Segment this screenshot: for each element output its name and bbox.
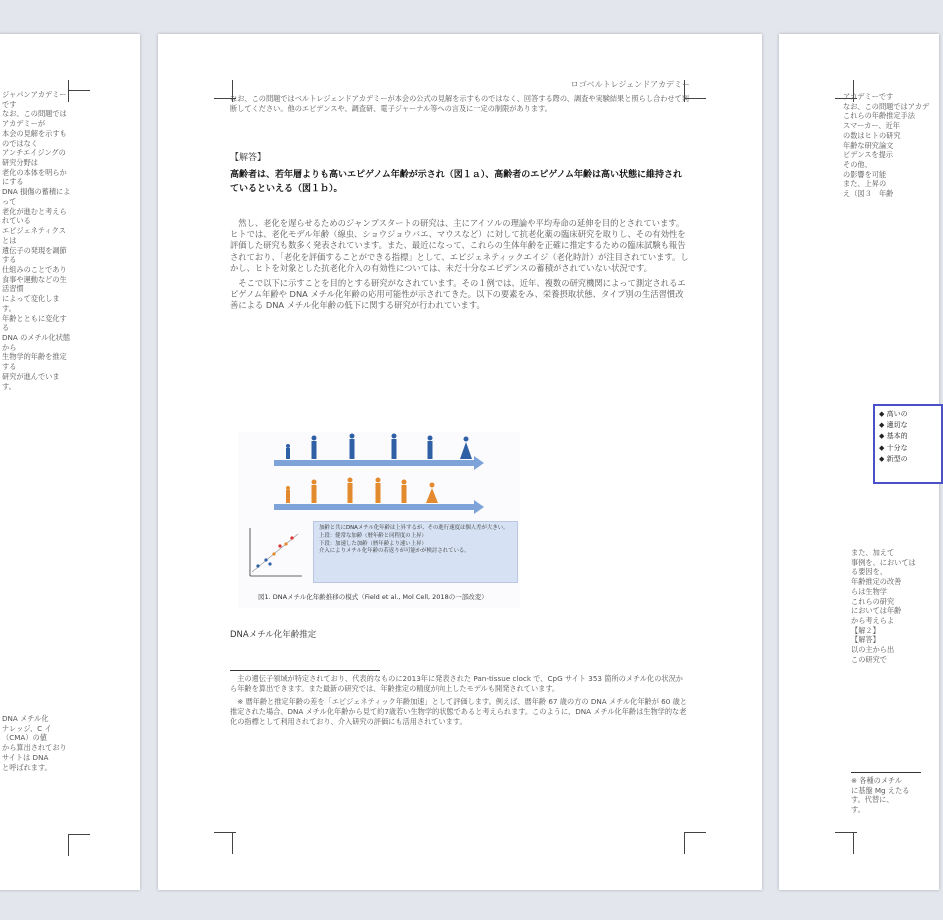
right-page-lower-text: [851, 548, 939, 665]
right-page-footnote-line: ※ 各種のメチル: [851, 776, 903, 785]
person-icons-orange: [286, 478, 438, 504]
right-page-line: から考えらよ: [851, 616, 895, 626]
right-page-line: 【解答】: [851, 635, 880, 645]
right-page-line: その他、: [843, 160, 872, 170]
right-page-line: ビデンスを提示: [843, 150, 893, 160]
figure-epigenetic-age: [238, 432, 520, 608]
left-page-line: なお、この問題ではアカデミーが: [2, 109, 67, 129]
right-page-line: 年齢推定の改善: [851, 577, 902, 587]
figure-note-line: 下段：加速した加齢（暦年齢より速い上昇）: [319, 540, 427, 547]
left-page-text: [2, 90, 72, 391]
left-page-line: 遺伝子の発現を調節する: [2, 245, 67, 265]
right-page-line: また、上昇の: [843, 179, 887, 189]
footnote-rule: [230, 670, 380, 671]
left-page-line: から算出されており: [2, 743, 67, 753]
left-page-line: ナレッジ、C イ: [2, 723, 52, 733]
intro-note: なお、この問題ではベルトレジェンドアカデミーが本会の公式の見解を示すものではなく、回答する際の、調査や実験結果と照らし合わせて判断してください。他のエビデンスや、調査研、電子ジャーナル等への言及に一定の制限があります。: [230, 94, 689, 113]
right-page-line: なお、この問題ではアカデ: [843, 101, 930, 111]
timeline-bar-top: [274, 460, 474, 466]
checklist-item: ◆ 高いの: [879, 410, 908, 418]
footnote: ※ 暦年齢と推定年齢の差を「エピジェネティック年齢加速」として評価します。例えば、暦年齢 67 歳の方の DNA メチル化年齢が 60 歳と推定された場合、DNA メチル化年齢から見て約7歳若い生物学的状態であると考えられます。このように、DNA メチル化年齢は生物学的な老化の指標として利用されており、介入研究の評価にも活用されています。: [230, 697, 687, 726]
right-page-footnote-line: す。代替に、: [851, 795, 894, 805]
left-page-line: 老化の本体を明らかにする: [2, 167, 67, 187]
figure-inset-scatter: [244, 524, 306, 582]
right-page-line: 【解２】: [851, 625, 880, 635]
footnote-rule: [851, 772, 921, 773]
timeline-arrowhead-bottom: [474, 500, 484, 514]
left-page-line: 仕組みのことであり: [2, 264, 67, 274]
figure-note-line: 上段：健常な加齢（暦年齢と同程度の上昇）: [319, 532, 427, 539]
left-page-line: DNA 損傷の蓄積によって: [2, 187, 71, 206]
running-header: ロゴベルトレジェンドアカデミー: [570, 80, 690, 89]
section-subhead: DNAメチル化年齢推定: [230, 630, 317, 640]
answer-summary: 高齢者は、若年層よりも高いエピゲノム年齢が示され（図１ａ）、高齢者のエピゲノム年齢は高い状態に維持されているといえる（図１ｂ）。: [230, 170, 682, 195]
checklist-item: ◆ 十分な: [879, 443, 908, 452]
left-page-line: アンチエイジングの研究分野は: [2, 148, 66, 168]
right-page-line: また、加えて: [851, 548, 895, 557]
figure-note-line: 加齢と共にDNAメチル化年齢は上昇するが、その進行速度は個人差が大きい。: [319, 525, 509, 531]
page-left: [0, 34, 140, 890]
left-page-line: 研究が進んでいます。: [2, 371, 60, 391]
right-page-line: アカデミーです: [843, 92, 894, 101]
body-paragraph: 然し、老化を遅らせるためのジャンプスタートの研究は、主にアイソルの理論や平均寿命の延伸を目的とされています。ヒトでは、老化モデル年齢（線虫、ショウジョウバエ、マウスなど）に対して抗老化薬の臨床研究を取りし、その有効性を評価した研究も数多く発表されています。また、最近になって、これらの生体年齢を正確に推定するための臨床試験も報告されており、「老化を評価することができる指標」として、エピジェネティックエイジ（老化時計）が注目されています。しかし、ヒトを対象とした抗老化介入の有効性については、未だ十分なエビデンスの蓄積がされていない状況です。: [230, 218, 689, 273]
right-page-footnote-line: に基盤 Mg えたる: [851, 785, 910, 795]
right-page-line: の数はヒトの研究: [843, 130, 901, 140]
right-page-line: る要因を、: [851, 567, 887, 577]
left-page-line: （CMA）の値: [2, 733, 47, 743]
figure-timeline-illustration: [238, 432, 520, 524]
right-page-checklist-box: [873, 404, 943, 484]
right-page-footnote-line: す。: [851, 805, 865, 815]
right-page-line: え（図３ 年齢: [843, 189, 894, 199]
inset-points: [256, 536, 293, 567]
timeline-arrowhead-top: [474, 456, 484, 470]
page-right: [779, 34, 939, 890]
left-page-bottom-text: [2, 714, 72, 772]
left-page-line: 生物学的年齢を推定する: [2, 352, 67, 372]
left-page-line: 本会の見解を示すものではなく: [2, 128, 67, 148]
left-page-line: 老化が進むと考えられている: [2, 206, 67, 226]
right-page-line: においては年齢: [851, 606, 902, 616]
right-page-line: 事例を、においては: [851, 557, 916, 567]
left-page-line: 食事や運動などの生活習慣: [2, 274, 67, 294]
right-page-line: らは生物学: [851, 586, 887, 596]
figure-note-line: 介入によりメチル化年齢の若返りが可能かが検討されている。: [319, 548, 470, 555]
right-page-line: この研究で: [851, 654, 887, 664]
left-page-line: 年齢とともに変化する: [2, 313, 67, 333]
right-page-footnote: [851, 776, 939, 815]
checklist-item: ◆ 適切な: [879, 421, 908, 430]
body-paragraph: そこで以下に示すことを目的とする研究がなされています。その１例では、近年、複数の研究機関によって測定されるエピゲノム年齢や DNA メチル化年齢の応用可能性が示されてきた。以下の要素をみ、栄養摂取状態、タイプ別の生活習慣改善による DNA メチル化年齢の低下に関する研究が行われています。: [230, 277, 686, 311]
right-page-line: 年齢な研究論文: [843, 140, 894, 150]
checklist-item: ◆ 新型の: [879, 454, 908, 463]
answer-label: 【解答】: [230, 153, 267, 163]
checklist-item: ◆ 基本的: [879, 432, 908, 441]
left-page-line: ジャパンアカデミーです: [2, 90, 67, 109]
left-page-line: DNA のメチル化状態から: [2, 332, 71, 352]
footnote: 主の遺伝子領域が特定されており、代表的なものに2013年に発表された Pan-tissue clock で、CpG サイト 353 箇所のメチル化の状況から年齢を算出できます。また最新の研究では、年齢推定の精度が向上したモデルも開発されています。: [230, 674, 683, 693]
figure-note-box: [313, 521, 518, 583]
right-page-line: これらの年齢推定手法: [843, 111, 915, 121]
left-page-line: エピジェネティクスとは: [2, 226, 66, 245]
body-text: [230, 218, 690, 316]
page-main: [158, 34, 762, 890]
right-page-line: 以の主から出: [851, 645, 895, 655]
footnotes: [230, 674, 690, 731]
person-icons-blue: [286, 434, 472, 460]
timeline-bar-bottom: [274, 504, 474, 510]
left-page-line: によって変化します。: [2, 294, 60, 313]
right-page-line: の影響を可能: [843, 169, 887, 179]
right-page-line: これらの研究: [851, 596, 895, 606]
left-page-line: と呼ばれます。: [2, 762, 52, 772]
right-page-text: [843, 92, 939, 199]
right-page-line: スマーカー、近年: [843, 121, 900, 131]
left-page-line: サイトは DNA: [2, 752, 49, 762]
left-page-line: DNA メチル化: [2, 714, 49, 723]
figure-caption: 図1. DNAメチル化年齢推移の模式（Field et al., Mol Cell, 2018の一部改変）: [258, 593, 488, 601]
